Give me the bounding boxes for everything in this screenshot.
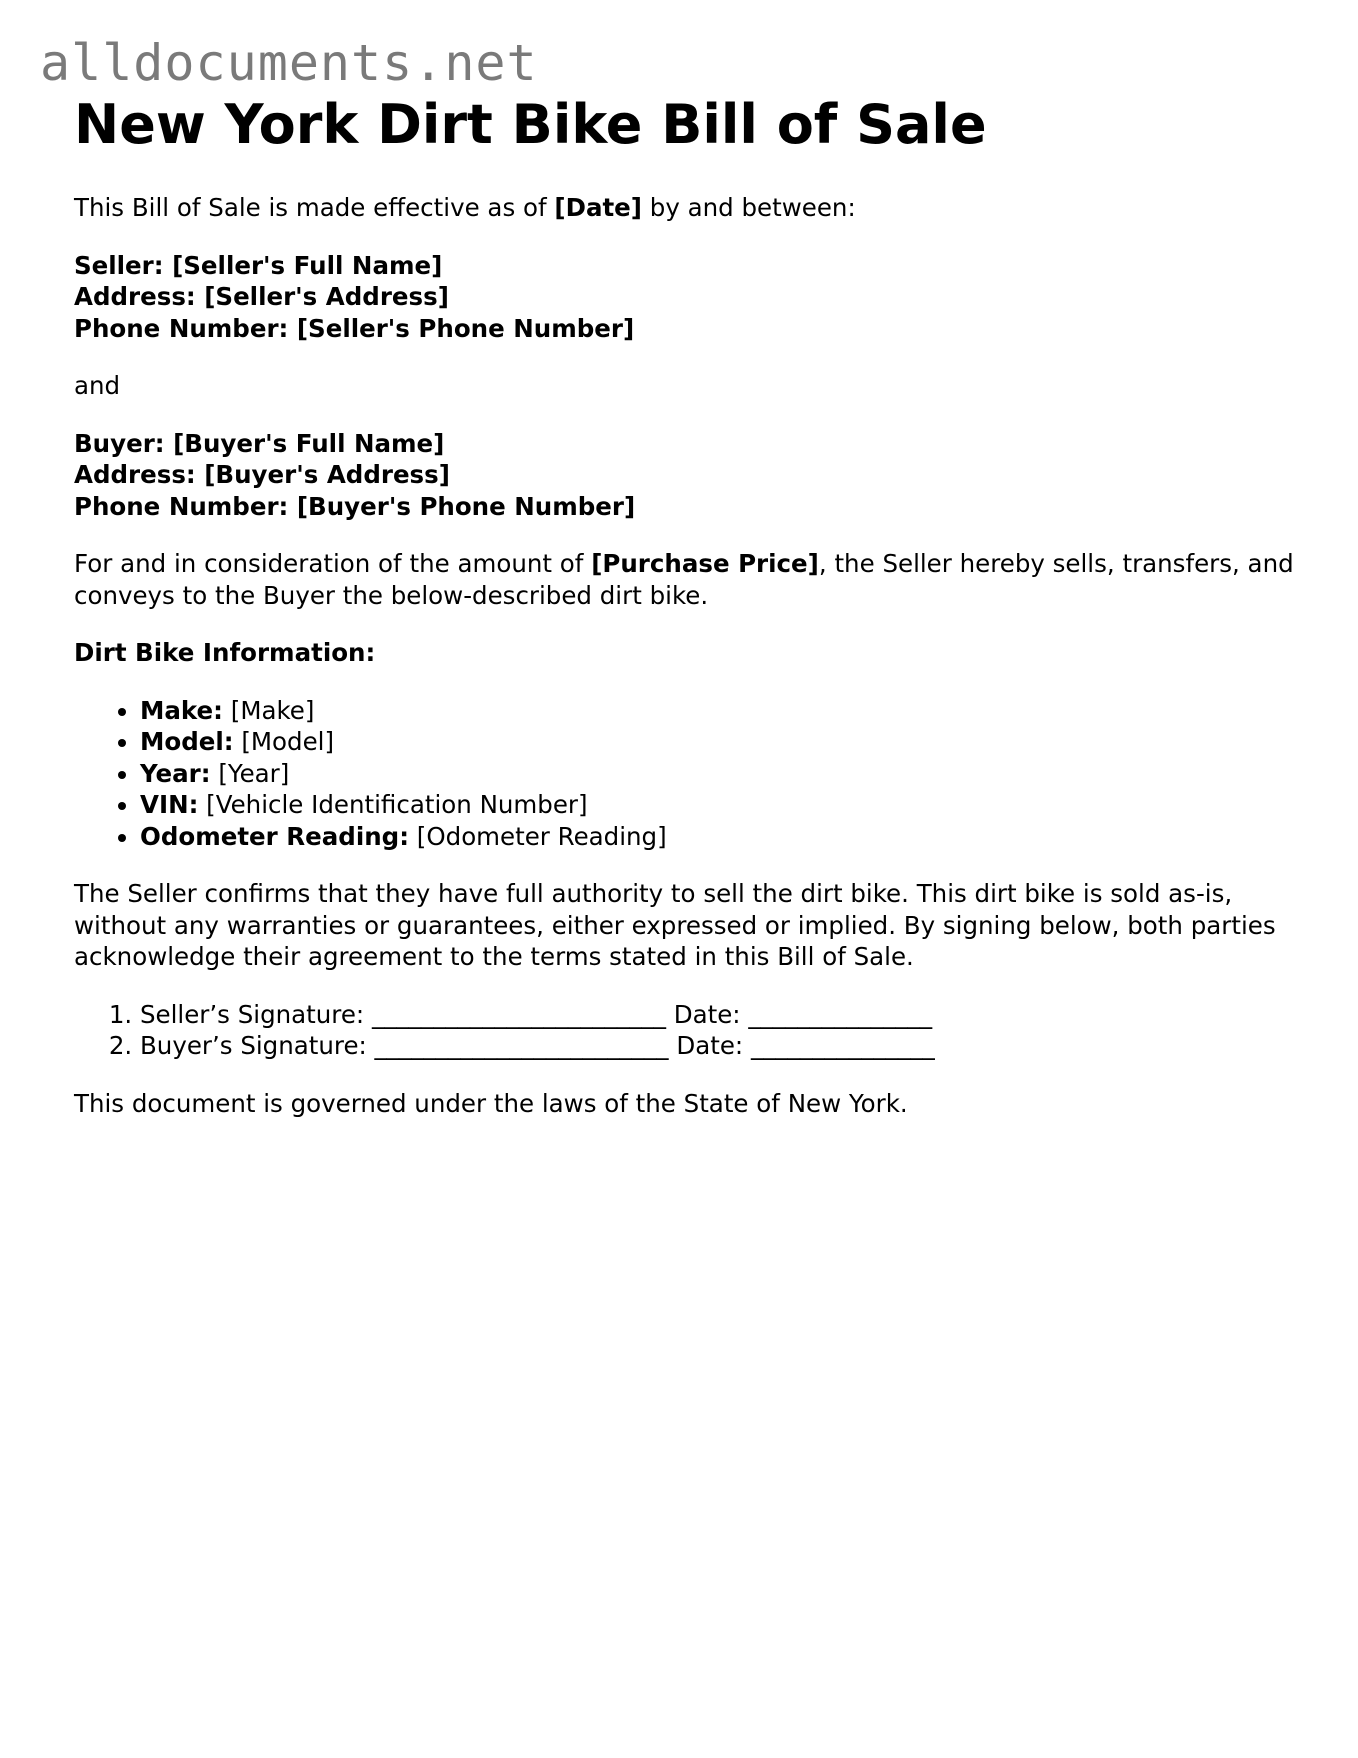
bike-info-vin [140, 789, 1294, 821]
consideration-paragraph [74, 548, 1294, 611]
bike-info-model [140, 726, 1294, 758]
bike-info-value: [Year] [210, 758, 290, 788]
consideration-text-after: , the Seller hereby sells, transfers, and conveys to the Buyer the below-described dirt bike. [74, 549, 1294, 610]
seller-name: Seller: [Seller's Full Name] [74, 250, 443, 280]
bike-info-list [74, 695, 1294, 853]
intro-paragraph [74, 192, 1294, 224]
bike-info-value: [Odometer Reading] [409, 821, 667, 851]
intro-text-after: by and between: [642, 193, 856, 222]
governing-law: This document is governed under the laws of the State of New York. [74, 1088, 908, 1118]
watermark: alldocuments.net [40, 34, 538, 92]
bike-info-label: Make: [140, 695, 223, 725]
bike-info-heading: Dirt Bike Information: [74, 638, 376, 667]
bike-info-label: Year: [140, 758, 211, 788]
confirmation-paragraph: The Seller confirms that they have full authority to sell the dirt bike. This dirt bike is sold as-is, without any warranties or guarantees, either expressed or implied. By signing below, both parties acknowledge their agreement to the terms stated in this Bill of Sale. [74, 879, 1276, 971]
intro-text-before: This Bill of Sale is made effective as of [74, 193, 555, 222]
purchase-price-placeholder: [Purchase Price] [591, 549, 819, 578]
bike-info-label: Odometer Reading: [140, 821, 410, 851]
buyer-block [74, 428, 1294, 523]
consideration-text-before: For and in consideration of the amount of [74, 549, 592, 578]
buyer-address: Address: [Buyer's Address] [74, 460, 450, 489]
seller-signature-line: 1. Seller’s Signature: ________________________ Date: _______________ [140, 999, 1294, 1031]
signature-list [74, 999, 1294, 1062]
bike-info-label: Model: [140, 727, 234, 756]
document-body [74, 92, 1294, 1119]
bike-info-value: [Model] [233, 727, 335, 756]
seller-address: Address: [Seller's Address] [74, 282, 449, 311]
document-title: New York Dirt Bike Bill of Sale [74, 93, 987, 156]
effective-date-placeholder: [Date] [554, 193, 642, 222]
bike-info-label: VIN: [140, 790, 199, 819]
buyer-name: Buyer: [Buyer's Full Name] [74, 428, 445, 458]
bike-info-year [140, 758, 1294, 790]
seller-block [74, 250, 1294, 345]
buyer-signature-line: 2. Buyer’s Signature: ________________________ Date: _______________ [140, 1030, 1294, 1062]
bike-info-value: [Vehicle Identification Number] [198, 790, 588, 819]
and-separator: and [74, 371, 121, 400]
bike-info-make [140, 695, 1294, 727]
seller-phone: Phone Number: [Seller's Phone Number] [74, 313, 635, 343]
bike-info-value: [Make] [222, 695, 315, 725]
bike-info-odometer [140, 821, 1294, 853]
buyer-phone: Phone Number: [Buyer's Phone Number] [74, 491, 636, 521]
